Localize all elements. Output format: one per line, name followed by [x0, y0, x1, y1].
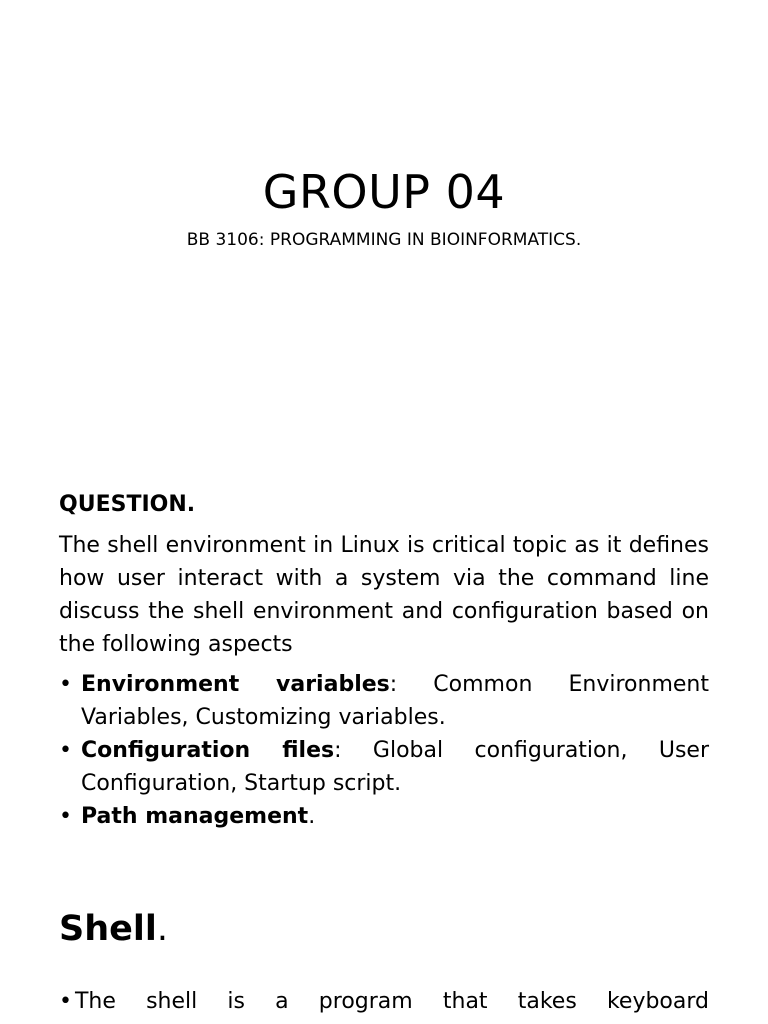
bullet-icon: • — [59, 738, 72, 763]
aspect-detail: : Global configuration, User Configuration, Startup script. — [81, 738, 709, 796]
shell-heading-period: . — [156, 909, 168, 949]
shell-definition-text: The shell is a program that takes keyboard — [74, 989, 709, 1014]
bullet-icon: • — [59, 989, 72, 1014]
aspect-detail: . — [308, 804, 316, 829]
shell-section-heading — [59, 905, 168, 953]
document-title: GROUP 04 — [262, 165, 506, 219]
aspect-list — [59, 668, 709, 833]
bullet-icon: • — [59, 672, 72, 697]
aspect-title: Configuration files — [81, 738, 335, 763]
list-item — [59, 734, 709, 800]
shell-definition-item — [59, 985, 709, 1018]
question-body: The shell environment in Linux is critical topic as it defines how user interact with a system via the command line discuss the shell environment and configuration based on the following aspects — [59, 533, 709, 657]
aspect-detail: : Common Environment Variables, Customizing variables. — [81, 672, 709, 730]
bullet-icon: • — [59, 804, 72, 829]
list-item — [59, 800, 709, 833]
shell-heading-text: Shell — [59, 909, 157, 949]
question-heading: QUESTION. — [59, 492, 196, 517]
aspect-title: Environment variables — [81, 672, 390, 697]
aspect-title: Path management — [81, 804, 309, 829]
course-subtitle: BB 3106: PROGRAMMING IN BIOINFORMATICS. — [186, 230, 582, 250]
list-item — [59, 668, 709, 734]
